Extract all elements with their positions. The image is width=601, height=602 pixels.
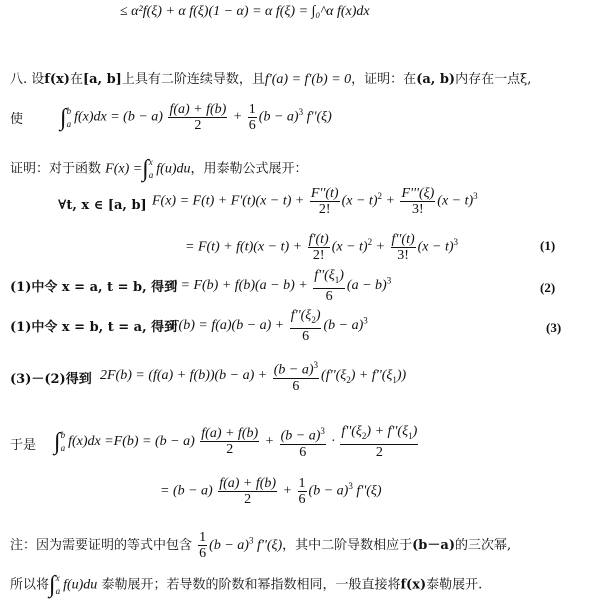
note-ba: (b－a) [412,538,455,553]
step-4-prefix: (3)－(2)得到 [10,372,92,387]
equation-label-3: (3) [546,320,562,335]
problem-text: 内存在一点ξ, [455,72,532,87]
make-label [10,112,23,128]
conclusion-equation: ∫ b a f(x)dx =F(b) = (b − a) $\frac{f(a) + f(b)}{2}$ + $\frac{(b - a)^3}{6}$ · $\frac{f''(\xi_2) + f''(\xi_1)}{2}$ [54,424,418,460]
step-4 [10,372,92,388]
problem-statement [10,72,531,88]
note-text: 注：因为需要证明的等式中包含 [10,538,193,553]
problem-open-interval: (a, b) [416,72,456,87]
conclusion-prefix [10,438,36,454]
problem-interval: [a, b] [82,72,122,87]
equation-label-2: (2) [540,280,556,295]
proof-label: 证明：对于函数 [10,161,102,177]
note-text: 泰勒展开；若导数的阶数和幂指数相同，一般直接将 [101,577,401,593]
so-text: 于是 [10,438,37,453]
problem-text: ，证明：在 [351,72,417,87]
problem-text: 设 [31,72,45,87]
note-text: 所以将 [10,577,50,593]
note-fx: f(x) [400,577,427,593]
problem-condition: f'(a) = f'(b) = 0 [264,72,352,87]
note-line-1: 注：因为需要证明的等式中包含 $\frac{1}{6}$ $(b - a)^3$ f''(ξ)，其中二阶导数相应于(b－a)的三次幂, [10,530,512,561]
taylor-expansion-f: = F(t) + f(t)(x − t) + $\frac{f'(t)}{2!}$ $(x - t)^2$ + $\frac{f''(t)}{3!}$ $(x - t)^3$ [185,232,458,263]
problem-text: 在 [69,72,83,87]
step-4-equation: 2F(b) = (f(a) + f(b))(b − a) + $\frac{(b - a)^3}{6}$ $(f''(\xi_2) + f''(\xi_1))$ [100,360,407,394]
forall-condition [58,198,147,214]
step-2-prefix: (1)中令 x = a, t = b, 得到 [10,280,178,295]
make-text: 使 [10,112,24,127]
step-2 [10,280,177,296]
conclusion-final: = (b − a) $\frac{f(a) + f(b)}{2}$ + $\frac{1}{6}$ $(b - a)^3$ f''(ξ) [160,476,382,507]
step-2-equation: 0 = F(b) + f(b)(a − b) + $\frac{f''(\xi_1)}{6}$ $(a - b)^3$ [170,268,392,304]
top-inequality-line [120,4,370,20]
forall-text: ∀t, x ∈ [a, b] [58,198,147,213]
proof-intro: 证明：对于函数 F(x) =∫ x a f(u)du，用泰勒公式展开： [10,156,308,182]
top-inequality-text: ≤ α²f(ξ) + α f(ξ)(1 − α) = α f(ξ) = ∫₀^α f(x)dx [120,4,370,19]
equation-label-1: (1) [540,238,556,253]
proof-tail: ，用泰勒公式展开： [190,161,308,177]
step-3 [10,320,177,336]
note-line-2: 所以将∫ x a f(u)du 泰勒展开；若导数的阶数和幂指数相同，一般直接将f(x)泰勒展开. [10,572,483,598]
goal-equation: ∫ b a f(x)dx = (b − a) $\frac{f(a) + f(b)}{2}$ + $\frac{1}{6}$ $(b - a)^3$ f''(ξ) [60,102,332,133]
problem-fx: f(x) [44,72,70,87]
note-text: 的三次幂, [454,538,512,553]
problem-text: 上具有二阶连续导数，且 [121,72,265,87]
problem-number: 八. [10,72,28,87]
note-text: 泰勒展开. [426,577,483,593]
step-3-prefix: (1)中令 x = b, t = a, 得到 [10,320,178,335]
taylor-expansion-general: F(x) = F(t) + F'(t)(x − t) + $\frac{F''(t)}{2!}$ $(x - t)^2$ + $\frac{F'''(\xi)}{3!}$ $(x - t)^3$ [152,186,478,217]
step-3-equation: F(b) = f(a)(b − a) + $\frac{f''(\xi_2)}{6}$ $(b - a)^3$ [170,308,368,344]
note-text: ，其中二阶导数相应于 [282,538,413,553]
